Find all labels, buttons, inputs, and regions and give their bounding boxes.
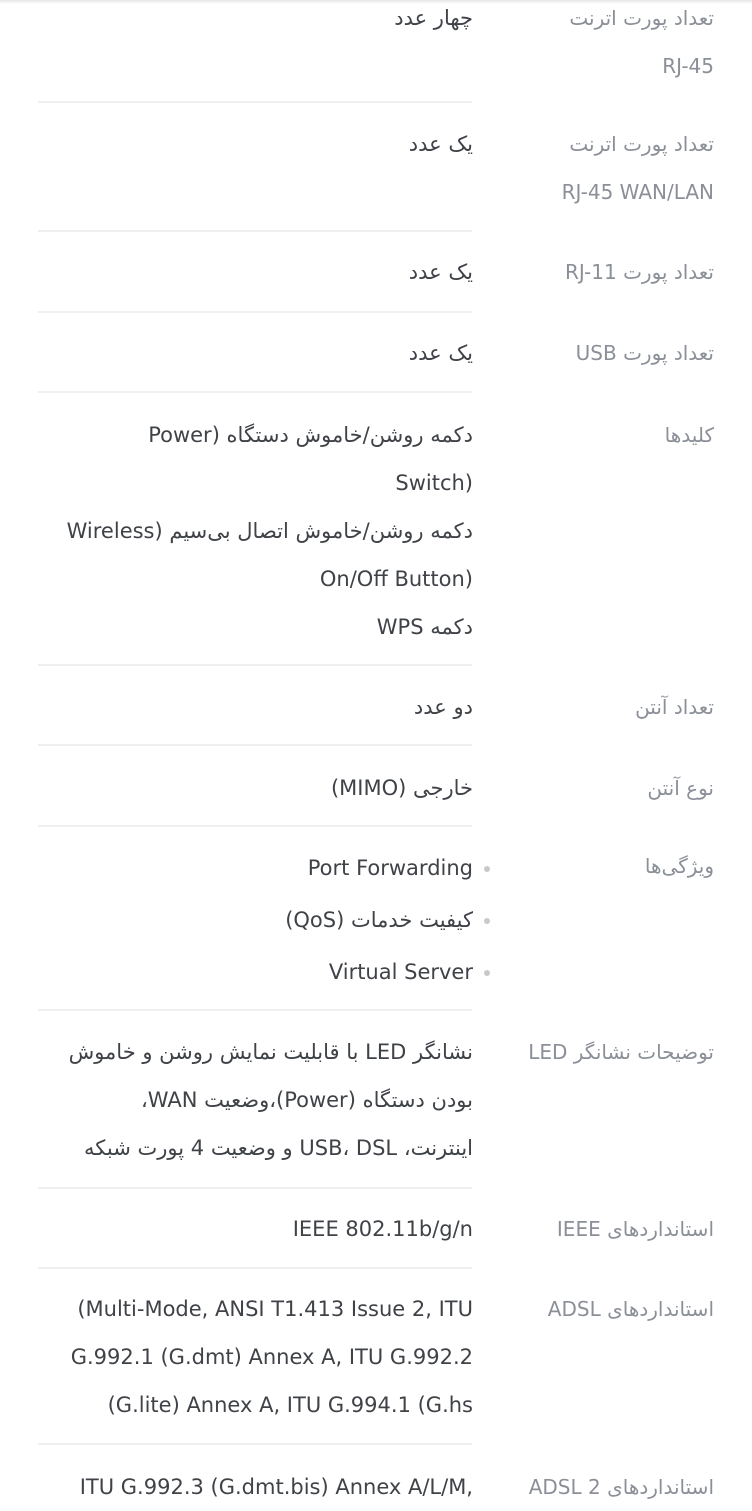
spec-label-line: RJ-45 <box>662 54 714 78</box>
spec-label-line: ویژگی‌ها <box>644 854 714 878</box>
spec-value <box>33 683 473 731</box>
spec-label-line: تعداد پورت RJ-11 <box>564 260 714 284</box>
row-divider <box>38 391 472 393</box>
row-divider <box>38 744 472 746</box>
spec-value-line: بودن دستگاه (Power)،وضعیت WAN، <box>141 1088 473 1112</box>
list-item <box>33 946 473 998</box>
row-divider <box>38 311 472 313</box>
spec-label <box>474 1285 714 1333</box>
spec-label-line: کلیدها <box>664 423 714 447</box>
spec-value-line: یک عدد <box>408 260 473 284</box>
spec-label <box>474 411 714 459</box>
spec-label-line: توضیحات نشانگر LED <box>528 1040 714 1064</box>
feature-text: Virtual Server <box>328 960 473 984</box>
spec-label-line: تعداد پورت USB <box>575 341 714 365</box>
spec-value-line: دکمه روشن/خاموش دستگاه (Power <box>148 423 473 447</box>
spec-value-line: اینترنت، USB، DSL و وضعیت 4 پورت شبکه <box>84 1136 473 1160</box>
spec-value-line: ITU G.992.3 (G.dmt.bis) Annex A/L/M, <box>79 1475 473 1499</box>
spec-value <box>33 329 473 377</box>
spec-value <box>33 120 473 168</box>
spec-label-line: تعداد آنتن <box>635 695 714 719</box>
spec-label <box>474 683 714 731</box>
spec-value <box>33 1205 473 1253</box>
spec-value <box>33 1285 473 1429</box>
spec-value <box>33 1463 473 1511</box>
spec-value-line: (Multi-Mode, ANSI T1.413 Issue 2, ITU <box>77 1297 473 1321</box>
row-divider <box>38 1443 472 1445</box>
spec-value-line: On/Off Button) <box>319 567 473 591</box>
spec-label <box>474 329 714 377</box>
spec-value-line: یک عدد <box>408 341 473 365</box>
spec-label-line: RJ-45 WAN/LAN <box>561 180 714 204</box>
spec-label <box>474 842 714 890</box>
feature-list <box>33 842 473 998</box>
spec-value-line: نشانگر LED با قابلیت نمایش روشن و خاموش <box>68 1040 473 1064</box>
spec-value <box>33 411 473 651</box>
spec-label-line: تعداد پورت اترنت <box>569 6 714 30</box>
bullet-dot-icon <box>484 866 490 872</box>
spec-value <box>33 0 473 42</box>
bullet-dot-icon <box>484 970 490 976</box>
spec-label-line: نوع آنتن <box>647 776 714 800</box>
feature-text: کیفیت خدمات (QoS) <box>285 908 473 932</box>
bullet-dot-icon <box>484 918 490 924</box>
row-divider <box>38 1267 472 1269</box>
spec-label-line: تعداد پورت اترنت <box>569 132 714 156</box>
spec-label <box>474 120 714 216</box>
spec-value-line: دو عدد <box>413 695 473 719</box>
spec-value-line: چهار عدد <box>394 6 473 30</box>
spec-label-line: استانداردهای ADSL 2 <box>528 1475 714 1499</box>
spec-value <box>33 248 473 296</box>
spec-label <box>474 1028 714 1076</box>
row-divider <box>38 825 472 827</box>
spec-label <box>474 764 714 812</box>
spec-value <box>33 764 473 812</box>
feature-text: Port Forwarding <box>307 856 473 880</box>
spec-value-line: (G.lite) Annex A, ITU G.994.1 (G.hs <box>107 1393 473 1417</box>
list-item <box>33 842 473 894</box>
spec-value-line: خارجی (MIMO) <box>330 776 473 800</box>
list-item <box>33 894 473 946</box>
row-divider <box>38 230 472 232</box>
spec-label <box>474 0 714 90</box>
row-divider <box>38 664 472 666</box>
spec-value-line: IEEE 802.11b/g/n <box>292 1217 473 1241</box>
spec-label <box>474 1463 714 1511</box>
spec-label <box>474 248 714 296</box>
spec-value <box>33 842 473 998</box>
spec-value-line: G.992.1 (G.dmt) Annex A, ITU G.992.2 <box>70 1345 473 1369</box>
spec-label-line: استانداردهای IEEE <box>556 1217 714 1241</box>
spec-label <box>474 1205 714 1253</box>
row-divider <box>38 1009 472 1011</box>
spec-value-line: دکمه WPS <box>376 615 473 639</box>
spec-value <box>33 1028 473 1172</box>
row-divider <box>38 1187 472 1189</box>
spec-value-line: Switch) <box>395 471 473 495</box>
spec-value-line: دکمه روشن/خاموش اتصال بی‌سیم (Wireless <box>66 519 473 543</box>
row-divider <box>38 101 472 103</box>
spec-value-line: یک عدد <box>408 132 473 156</box>
spec-label-line: استانداردهای ADSL <box>547 1297 714 1321</box>
